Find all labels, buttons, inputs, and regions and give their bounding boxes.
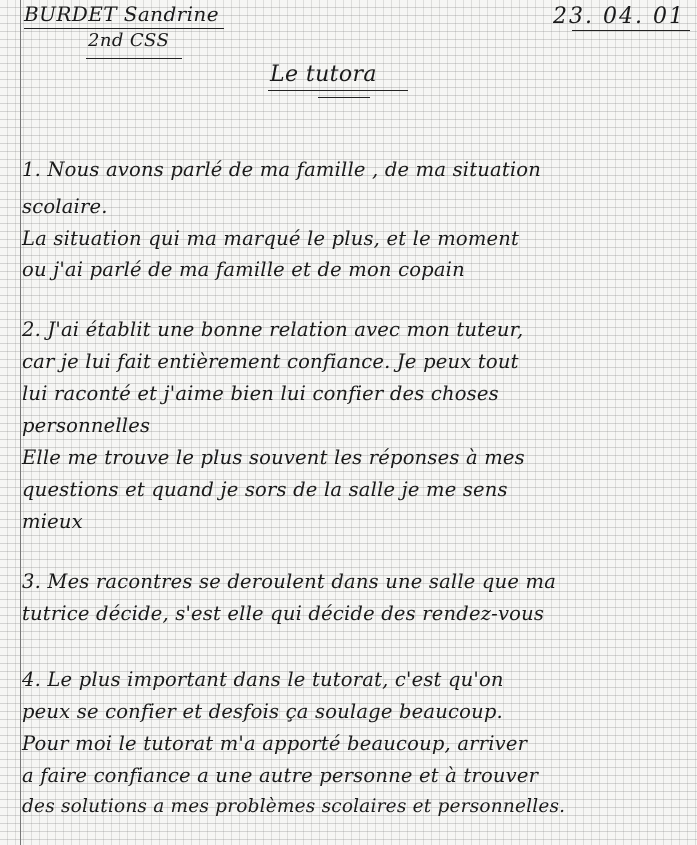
text-line: a faire confiance a une autre personne et à trouver [22,764,539,787]
text-line: La situation qui ma marqué le plus, et le moment [22,227,520,250]
text-line: Elle me trouve le plus souvent les réponses à mes [22,446,525,469]
date: 23. 04. 01 [553,4,685,29]
title-underline-short [318,97,370,98]
date-underline [572,30,690,31]
title-underline [268,90,408,91]
student-name: BURDET Sandrine [24,2,219,26]
text-line: 4. Le plus important dans le tutorat, c'est qu'on [22,668,504,691]
text-line: ou j'ai parlé de ma famille et de mon copain [22,258,465,281]
text-line: 3. Mes racontres se deroulent dans une salle que ma [22,570,557,593]
text-line: des solutions a mes problèmes scolaires et personnelles. [22,796,566,817]
text-line: scolaire. [22,195,108,218]
text-line: questions et quand je sors de la salle je me sens [22,478,508,501]
text-line: tutrice décide, s'est elle qui décide des rendez-vous [22,602,545,625]
text-line: 1. Nous avons parlé de ma famille , de ma situation [22,158,542,181]
name-underline [24,28,224,29]
class-underline [86,58,182,59]
text-line: 2. J'ai établit une bonne relation avec mon tuteur, [22,318,524,341]
text-line: mieux [22,510,83,533]
text-line: Pour moi le tutorat m'a apporté beaucoup, arriver [22,732,528,755]
text-line: personnelles [22,414,151,437]
margin-line [20,0,21,845]
page-title: Le tutora [270,62,377,87]
text-line: car je lui fait entièrement confiance. Je peux tout [22,350,519,373]
class-label: 2nd CSS [88,30,170,51]
text-line: lui raconté et j'aime bien lui confier des choses [22,382,499,405]
text-line: peux se confier et desfois ça soulage beaucoup. [22,700,503,723]
